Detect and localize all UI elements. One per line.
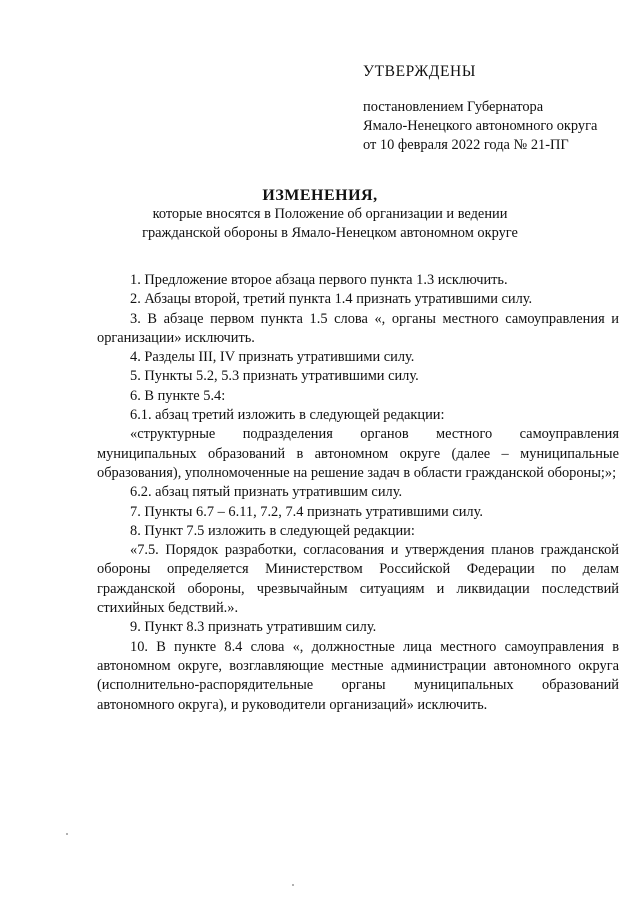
- list-item: 6. В пункте 5.4:: [130, 387, 226, 404]
- list-item: 4. Разделы III, IV признать утратившими силу.: [130, 349, 415, 366]
- list-item: 1. Предложение второе абзаца первого пункта 1.3 исключить.: [130, 272, 508, 288]
- document-subtitle-line-2: гражданской обороны в Ямало-Ненецком автономном округе: [142, 225, 518, 241]
- list-item: «структурные подразделения органов местного самоуправления муниципальных образований в автономном округе (далее – муниципальные образования), уполномоченные на решение задач в области гражданской обороны;»;: [97, 426, 619, 481]
- approval-line-2: Ямало-Ненецкого автономного округа: [363, 118, 598, 134]
- list-item: 6.2. абзац пятый признать утратившим силу.: [130, 484, 403, 501]
- scan-speck: [292, 884, 294, 886]
- scan-speck: [66, 833, 68, 835]
- document-body: [97, 271, 619, 715]
- document-title: ИЗМЕНЕНИЯ,: [262, 187, 378, 204]
- list-item: 10. В пункте 8.4 слова «, должностные лица местного самоуправления в автономном округе, возглавляющие местные администрации автономного округа (исполнительно-распорядительные органы муниципальных образований автономного округа), и руководители организаций» исключить.: [97, 638, 619, 713]
- list-item: 8. Пункт 7.5 изложить в следующей редакции:: [130, 522, 415, 539]
- list-item: 7. Пункты 6.7 – 6.11, 7.2, 7.4 признать утратившими силу.: [130, 503, 483, 520]
- list-item: 2. Абзацы второй, третий пункта 1.4 признать утратившими силу.: [130, 291, 533, 308]
- approved-heading: УТВЕРЖДЕНЫ: [363, 63, 476, 80]
- list-item: 6.1. абзац третий изложить в следующей редакции:: [130, 407, 445, 424]
- list-item: 3. В абзаце первом пункта 1.5 слова «, органы местного самоуправления и организации» исключить.: [97, 310, 619, 346]
- list-item: «7.5. Порядок разработки, согласования и утверждения планов гражданской обороны определяется Министерством Российской Федерации по делам гражданской обороны, чрезвычайным ситуациям и ликвидации последствий стихийных бедствий.».: [97, 542, 619, 617]
- list-item: 5. Пункты 5.2, 5.3 признать утратившими силу.: [130, 368, 419, 385]
- list-item: 9. Пункт 8.3 признать утратившим силу.: [130, 619, 377, 636]
- approval-line-3: от 10 февраля 2022 года № 21-ПГ: [363, 137, 569, 153]
- document-subtitle-line-1: которые вносятся в Положение об организации и ведении: [152, 206, 508, 222]
- approval-line-1: постановлением Губернатора: [363, 99, 544, 115]
